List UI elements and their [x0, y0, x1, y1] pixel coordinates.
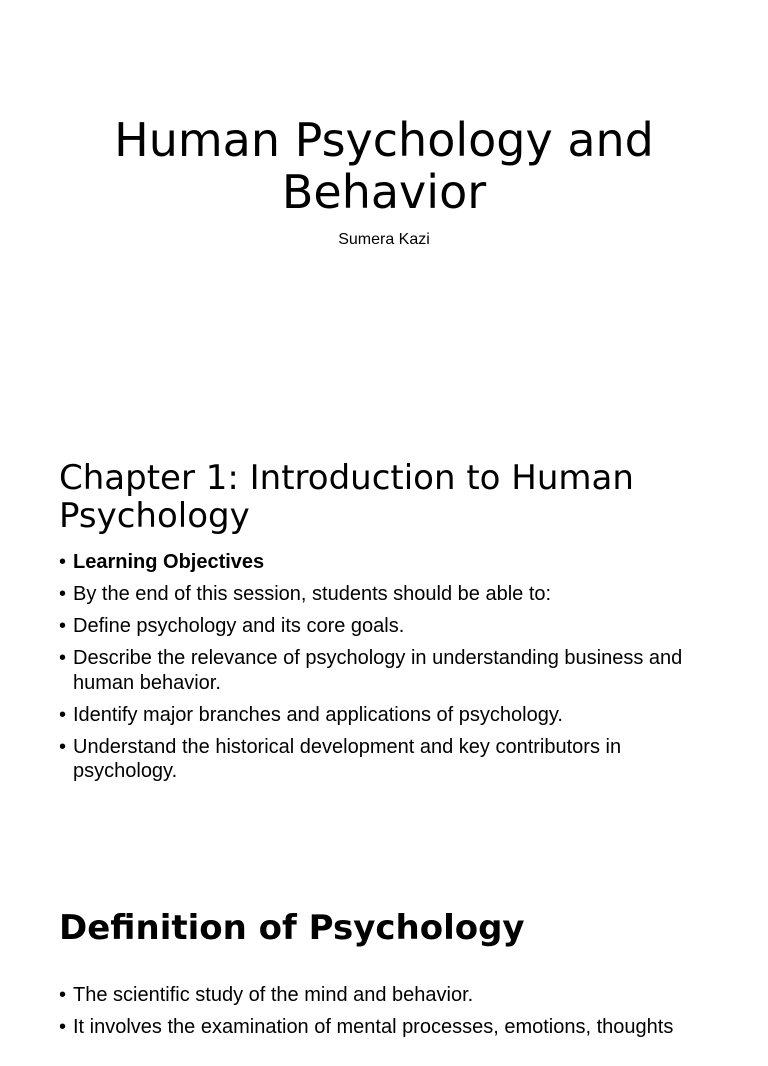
list-item-text: Describe the relevance of psychology in understanding business and human behavior.: [73, 647, 683, 694]
list-item-text: By the end of this session, students should be able to:: [73, 583, 552, 605]
list-item-text: The scientific study of the mind and behavior.: [73, 984, 474, 1006]
list-item: [59, 582, 709, 607]
list-item-text: Identify major branches and applications of psychology.: [73, 703, 563, 726]
learning-objectives-list: [59, 550, 709, 791]
bullet-icon: •: [59, 984, 67, 1006]
slide-title: [59, 459, 739, 535]
list-item-text: It involves the examination of mental processes, emotions, thoughts: [73, 1016, 674, 1038]
author-name: Sumera Kazi: [338, 231, 430, 248]
title-line-2: Behavior: [281, 165, 487, 219]
title-line-1: Human Psychology and: [114, 113, 654, 167]
list-item-text: Understand the historical development and key contributors in psychology.: [73, 735, 622, 782]
definition-list: [59, 983, 709, 1047]
chapter-1-slide: [0, 433, 768, 866]
bullet-icon: •: [59, 735, 67, 758]
list-item: [59, 735, 709, 784]
definition-slide: [0, 866, 768, 1066]
slide-title: Definition of Psychology: [59, 908, 525, 948]
presentation-title: [0, 114, 768, 218]
slide-title-line-1: Chapter 1: Introduction to Human: [59, 458, 634, 498]
slide-title-line-2: Psychology: [59, 496, 250, 536]
bullet-icon: •: [59, 703, 67, 726]
list-item-text: Learning Objectives: [73, 551, 265, 573]
list-item: [59, 703, 709, 728]
bullet-icon: •: [59, 615, 67, 637]
list-item: [59, 983, 709, 1008]
list-item: [59, 550, 709, 575]
list-item: [59, 1015, 709, 1040]
bullet-icon: •: [59, 551, 67, 573]
list-item: [59, 646, 709, 695]
list-item: [59, 614, 709, 639]
bullet-icon: •: [59, 647, 67, 669]
list-item-text: Define psychology and its core goals.: [73, 615, 405, 637]
bullet-icon: •: [59, 1016, 67, 1038]
title-slide: [0, 0, 768, 433]
bullet-icon: •: [59, 583, 67, 605]
